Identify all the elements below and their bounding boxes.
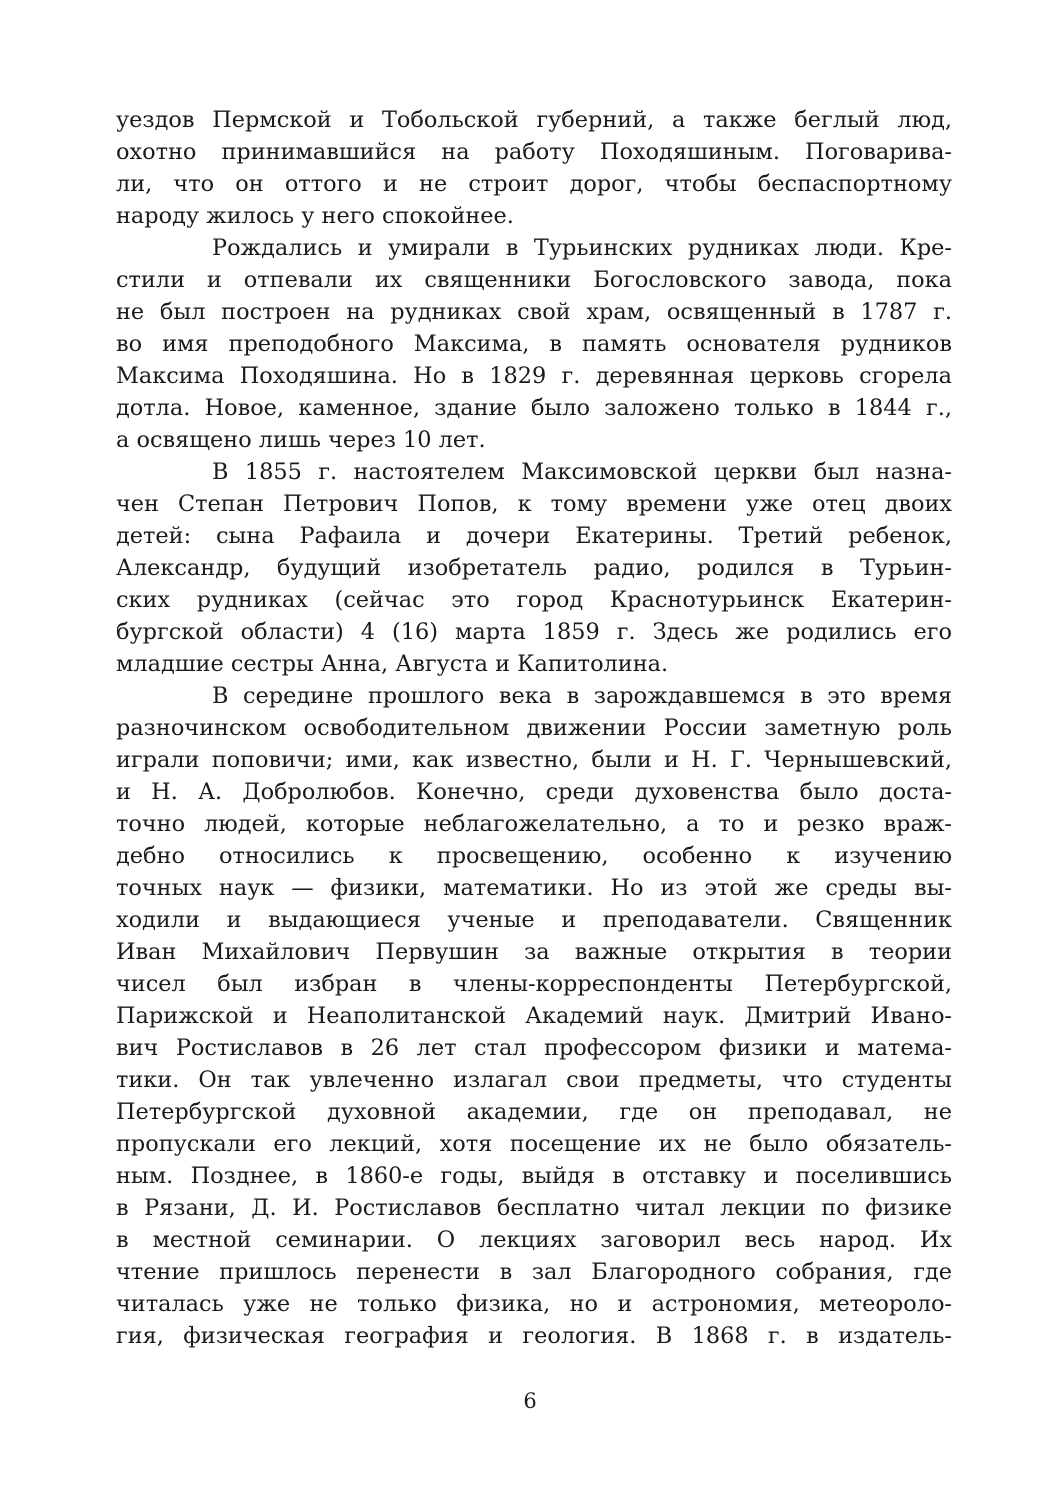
text-line: разночинском освободительном движении России заметную роль [116, 715, 952, 741]
text-line: гия, физическая география и геология. В 1868 г. в издатель- [116, 1323, 952, 1349]
text-line: точных наук — физики, математики. Но из этой же среды вы- [116, 875, 952, 901]
text-line: чисел был избран в члены-корреспонденты Петербургской, [116, 971, 952, 997]
text-line: и Н. А. Добролюбов. Конечно, среди духовенства было доста- [116, 779, 952, 805]
text-line: Рождались и умирали в Турьинских рудниках люди. Кре- [212, 235, 952, 261]
text-line: чтение пришлось перенести в зал Благородного собрания, где [116, 1259, 952, 1285]
text-line: во имя преподобного Максима, в память основателя рудников [116, 331, 952, 357]
text-line: Иван Михайлович Первушин за важные открытия в теории [116, 939, 952, 965]
text-line: ходили и выдающиеся ученые и преподаватели. Священник [116, 907, 952, 933]
text-line: Парижской и Неаполитанской Академий наук. Дмитрий Ивано- [116, 1003, 952, 1029]
text-line: Александр, будущий изобретатель радио, родился в Турьин- [116, 555, 952, 581]
page-number: 6 [523, 1389, 537, 1413]
text-line: охотно принимавшийся на работу Походяшиным. Поговарива- [116, 139, 952, 165]
text-line: чен Степан Петрович Попов, к тому времени уже отец двоих [116, 491, 952, 517]
text-line: детей: сына Рафаила и дочери Екатерины. Третий ребенок, [116, 523, 952, 549]
text-line: а освящено лишь через 10 лет. [116, 427, 486, 453]
text-line: ских рудниках (сейчас это город Краснотурьинск Екатерин- [116, 587, 952, 613]
text-line: бургской области) 4 (16) марта 1859 г. Здесь же родились его [116, 619, 952, 645]
text-line: младшие сестры Анна, Августа и Капитолина. [116, 651, 669, 677]
text-line: читалась уже не только физика, но и астрономия, метеороло- [116, 1291, 952, 1317]
text-line: пропускали его лекций, хотя посещение их не было обязатель- [116, 1131, 952, 1157]
text-line: дотла. Новое, каменное, здание было заложено только в 1844 г., [116, 395, 952, 421]
text-line: ным. Позднее, в 1860-е годы, выйдя в отставку и поселившись [116, 1163, 952, 1189]
text-line: вич Ростиславов в 26 лет стал профессором физики и матема- [116, 1035, 952, 1061]
text-line: народу жилось у него спокойнее. [116, 203, 514, 229]
text-line: дебно относились к просвещению, особенно к изучению [116, 843, 952, 869]
text-line: В середине прошлого века в зарождавшемся в это время [212, 683, 952, 709]
text-line: не был построен на рудниках свой храм, освященный в 1787 г. [116, 299, 952, 325]
text-line: играли поповичи; ими, как известно, были и Н. Г. Чернышевский, [116, 747, 952, 773]
text-line: тики. Он так увлеченно излагал свои предметы, что студенты [116, 1067, 952, 1093]
body-text [116, 104, 952, 1352]
text-line: точно людей, которые неблагожелательно, а то и резко враж- [116, 811, 952, 837]
text-line: в Рязани, Д. И. Ростиславов бесплатно читал лекции по физике [116, 1195, 952, 1221]
text-line: В 1855 г. настоятелем Максимовской церкви был назна- [212, 459, 952, 485]
text-line: в местной семинарии. О лекциях заговорил весь народ. Их [116, 1227, 952, 1253]
text-line: Максима Походяшина. Но в 1829 г. деревянная церковь сгорела [116, 363, 952, 389]
text-line: ли, что он оттого и не строит дорог, чтобы беспаспортному [116, 171, 952, 197]
text-line: Петербургской духовной академии, где он преподавал, не [116, 1099, 952, 1125]
text-line: уездов Пермской и Тобольской губерний, а также беглый люд, [116, 107, 952, 133]
text-line: стили и отпевали их священники Богословского завода, пока [116, 267, 952, 293]
